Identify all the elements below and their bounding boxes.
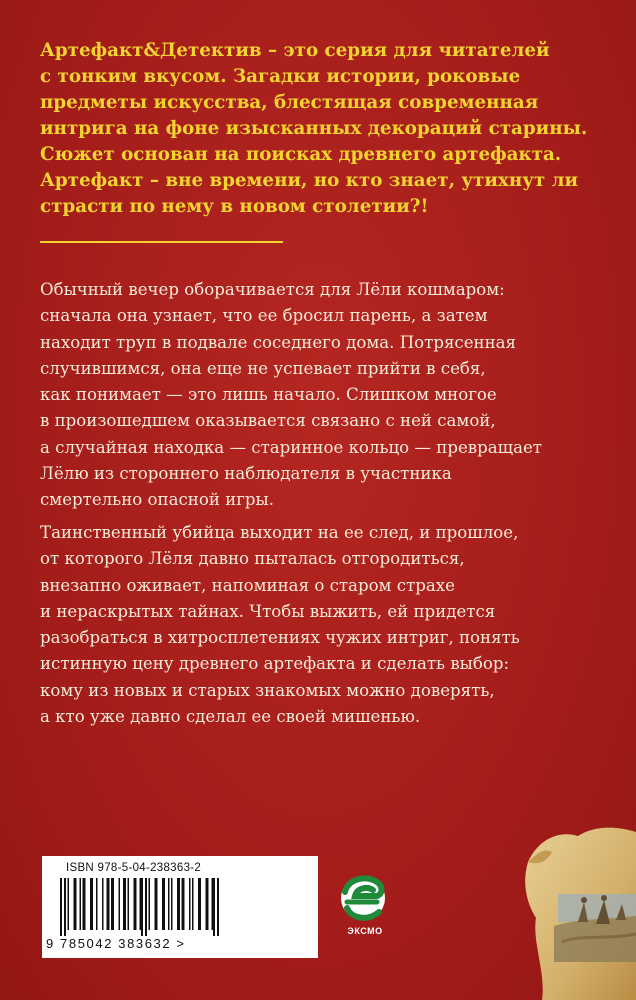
barcode-digits: 9 785042 383632 >	[46, 936, 186, 951]
synopsis-line: в произошедшем оказывается связано с ней самой,	[40, 411, 496, 431]
barcode-bar	[74, 878, 77, 930]
series-intro	[40, 38, 600, 220]
synopsis-line: находит труп в подвале соседнего дома. Потрясенная	[40, 332, 517, 352]
barcode-bar	[145, 878, 147, 936]
synopsis-line: а случайная находка — старинное кольцо — превращает	[40, 437, 542, 457]
barcode-bar	[123, 878, 126, 930]
synopsis-line: кому из новых и старых знакомых можно доверять,	[40, 680, 495, 700]
synopsis-line: внезапно оживает, напоминая о старом страхе	[40, 575, 455, 595]
barcode-bar	[213, 878, 215, 936]
barcode-bar	[182, 878, 185, 930]
synopsis-paragraph-1	[40, 277, 620, 514]
synopsis-line: смертельно опасной игры.	[40, 490, 275, 510]
parchment-scroll-icon	[518, 822, 636, 1000]
barcode-bar	[68, 878, 70, 930]
barcode-bars	[56, 878, 304, 936]
barcode-bar	[149, 878, 151, 930]
barcode-bar	[192, 878, 194, 930]
synopsis-line: Таинственный убийца выходит на ее след, и прошлое,	[40, 523, 519, 542]
barcode-bar	[212, 878, 214, 930]
barcode-bar	[60, 878, 62, 936]
synopsis-line: и нераскрытых тайнах. Чтобы выжить, ей придется	[40, 601, 496, 621]
isbn-barcode	[42, 856, 318, 958]
barcode-bar	[155, 878, 158, 930]
synopsis-line: как понимает — это лишь начало. Слишком многое	[40, 385, 497, 405]
publisher-name: ЭКСМО	[347, 926, 383, 936]
isbn-number: ISBN 978-5-04-238363-2	[66, 862, 202, 874]
barcode-bar	[140, 878, 142, 930]
barcode-bar	[80, 878, 82, 930]
barcode-bar	[119, 878, 121, 930]
barcode-bar	[134, 878, 137, 930]
barcode-bar	[102, 878, 104, 930]
intro-line: с тонким вкусом. Загадки истории, роковые	[40, 66, 521, 87]
synopsis-line: истинную цену древнего артефакта и сделать выбор:	[40, 654, 510, 674]
synopsis-line: Обычный вечер оборачивается для Лёли кошмаром:	[40, 280, 505, 299]
intro-line: Артефакт&Детектив – это серия для читателей	[40, 40, 550, 61]
intro-line: страсти по нему в новом столетии?!	[40, 196, 429, 217]
synopsis-line: случившимся, она еще не успевает прийти в себя,	[40, 358, 486, 378]
barcode-bar	[198, 878, 201, 930]
barcode-bar	[168, 878, 170, 930]
synopsis-line: от которого Лёля давно пыталась отгородиться,	[40, 549, 465, 569]
barcode-bar	[171, 878, 173, 930]
intro-line: Артефакт – вне времени, но кто знает, утихнут ли	[40, 170, 579, 191]
barcode-bar	[217, 878, 219, 936]
barcode-bar	[189, 878, 191, 930]
barcode-bar	[206, 878, 209, 930]
intro-line: Сюжет основан на поисках древнего артефакта.	[40, 144, 562, 165]
synopsis-line: сначала она узнает, что ее бросил парень, а затем	[40, 306, 488, 326]
barcode-bar	[64, 878, 66, 936]
barcode-bar	[162, 878, 165, 930]
barcode-bar	[177, 878, 180, 930]
intro-line: предметы искусства, блестящая современная	[40, 92, 539, 113]
barcode-bar	[128, 878, 130, 930]
barcode-bar	[107, 878, 110, 930]
synopsis-paragraph-2	[40, 520, 620, 730]
barcode-bar	[111, 878, 114, 930]
synopsis-line: Лёлю из стороннего наблюдателя в участника	[40, 464, 452, 484]
barcode-bar	[141, 878, 143, 936]
synopsis-line: разобраться в хитросплетениях чужих интриг, понять	[40, 628, 520, 648]
divider-line	[40, 241, 283, 243]
barcode-bar	[90, 878, 93, 930]
synopsis-line: а кто уже давно сделал ее своей мишенью.	[40, 707, 421, 727]
intro-line: интрига на фоне изысканных декораций старины.	[40, 118, 588, 139]
barcode-bar	[83, 878, 86, 930]
barcode-bar	[96, 878, 98, 930]
